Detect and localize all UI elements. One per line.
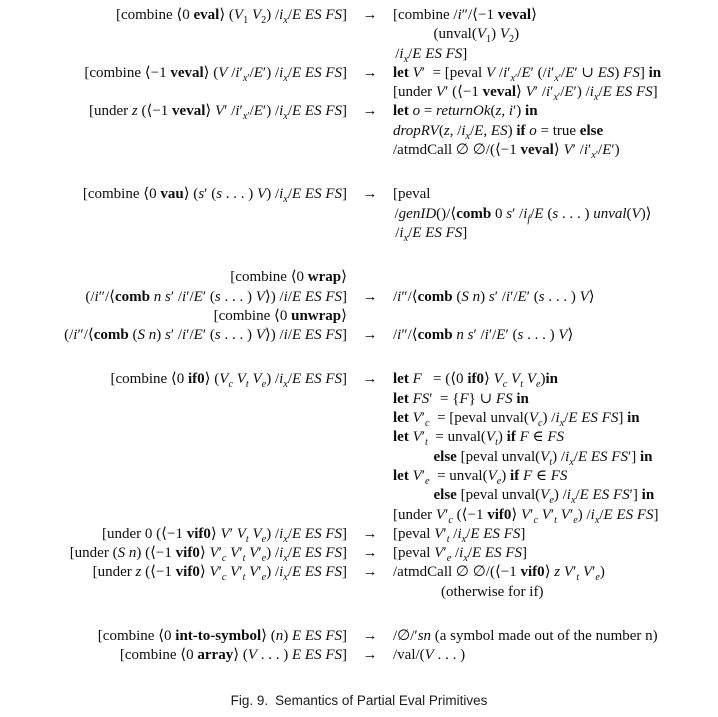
- rule-rhs-line: let V′ = [peval V $/i'_{x'}/E'$ ($/i'_{x'}/E'$ ∪ ES) FS] in: [393, 64, 662, 84]
- rewrite-arrow: [347, 448, 393, 467]
- rewrite-arrow: [347, 122, 393, 141]
- rewrite-arrow: [347, 268, 393, 287]
- rule-lhs-line: [0, 122, 347, 141]
- rewrite-arrow: →: [362, 186, 378, 203]
- rewrite-arrow: →: [362, 545, 378, 562]
- rule-under-veval: [0, 102, 718, 160]
- rule-lhs-line: [0, 205, 347, 224]
- rewrite-arrow: [347, 45, 393, 64]
- rule-rhs-line: else [peval $unval(V_e)$ $/i_x/E$ ES FS′] in: [433, 487, 655, 507]
- rule-lhs-line: [0, 506, 347, 525]
- rule-rhs-line: [under $V'_c$ (⟨−1 vif0⟩ $V'_c$ $V'_t$ $V'_e$) $/i_x/E$ ES FS]: [393, 506, 659, 526]
- rule-rhs-line: [393, 307, 718, 326]
- rule-lhs-line: [0, 83, 347, 102]
- rule-rhs-line: /∅/′sn (a symbol made out of the number n): [393, 628, 658, 645]
- rule-rhs-line: let $V'_e$ = $unval(V_e)$ if F ∈ FS: [393, 467, 568, 487]
- rewrite-arrow: →: [362, 327, 378, 344]
- rule-lhs-line: [combine ⟨0 eval⟩ ($V_1$ $V_2$) $/i_x/E$ ES FS]: [115, 7, 347, 26]
- rewrite-arrow: →: [362, 564, 378, 581]
- rule-rhs-line: [peval: [393, 186, 431, 203]
- caption-text: Semantics of Partial Eval Primitives: [275, 692, 488, 708]
- rewrite-arrow: →: [362, 628, 378, 645]
- rule-lhs-line: [combine ⟨0 unwrap⟩: [213, 307, 347, 324]
- rule-lhs-line: [combine ⟨0 if0⟩ ($V_c$ $V_t$ $V_e$) $/i_x/E$ ES FS]: [110, 371, 347, 391]
- semantics-rules-table: [0, 6, 718, 666]
- rewrite-arrow: →: [362, 64, 378, 81]
- rule-lhs-line: [0, 25, 347, 44]
- rule-lhs-line: [0, 583, 347, 602]
- rewrite-arrow: →: [362, 7, 378, 23]
- rewrite-arrow: [347, 307, 393, 326]
- rewrite-arrow: →: [362, 525, 378, 542]
- rule-rhs-line: [peval $V'_e$ $/i_x/E$ ES FS]: [393, 545, 528, 565]
- rule-rhs-line: /atmdCall ∅ ∅/(⟨−1 vif0⟩ z $V'_t$ $V'_e$): [393, 564, 605, 584]
- rule-rhs-line: /genID()/⟨comb 0 s′ $/i_f/E$ (s . . . ) unval(V)⟩: [394, 205, 652, 225]
- rule-eval: [0, 6, 718, 64]
- rule-rhs-line: /i″/⟨comb (S n) s′ /i′/E′ (s . . . ) V⟩: [393, 288, 595, 305]
- rewrite-arrow: [347, 486, 393, 505]
- rewrite-arrow: [347, 205, 393, 224]
- rule-lhs-line: [0, 45, 347, 64]
- rule-vau: [0, 185, 718, 243]
- rule-veval: [0, 64, 718, 103]
- rule-lhs-line: [under 0 (⟨−1 vif0⟩ V′ $V_t$ $V_e$) $/i_x/E$ ES FS]: [102, 525, 347, 545]
- rule-wrap: [0, 268, 718, 307]
- rule-lhs-line: (/i″/⟨comb (S n) s′ /i′/E′ (s . . . ) V⟩) /i/E ES FS]: [64, 327, 347, 344]
- rule-rhs-line: /i″/⟨comb n s′ /i′/E′ (s . . . ) V⟩: [393, 327, 574, 344]
- rule-lhs-line: [0, 390, 347, 409]
- rewrite-arrow: [347, 224, 393, 243]
- figure-caption: [0, 693, 718, 708]
- rule-rhs-line: let o = returnOk(z, i′) in: [393, 103, 538, 120]
- rule-lhs-line: [under (S n) (⟨−1 vif0⟩ $V'_c$ $V'_t$ $V'_e$) $/i_x/E$ ES FS]: [69, 545, 347, 565]
- rewrite-arrow: [347, 506, 393, 525]
- rewrite-arrow: [347, 428, 393, 447]
- rule-rhs-line: ($unval(V_1)$ $V_2$): [433, 26, 520, 46]
- rewrite-arrow: [347, 141, 393, 160]
- rule-lhs-line: [0, 467, 347, 486]
- rule-rhs-line: let $V'_c$ = [peval $unval(V_c)$ $/i_x/E$ ES FS] in: [393, 410, 640, 430]
- rule-array: [0, 646, 718, 665]
- rule-rhs-line: let F = (⟨0 if0⟩ $V_c$ $V_t$ $V_e)in$: [393, 371, 559, 391]
- rule-lhs-line: [combine ⟨0 array⟩ (V . . . ) E ES FS]: [119, 647, 347, 664]
- rule-lhs-line: [0, 486, 347, 505]
- rule-lhs-line: [combine ⟨−1 veval⟩ (V $/i'_{x'}/E'$) $/i_x/E$ ES FS]: [84, 64, 347, 84]
- rule-rhs-line: [combine /i″/⟨−1 veval⟩: [393, 7, 537, 23]
- rule-rhs-line: else [peval $unval(V_t)$ $/i_x/E$ ES FS′] in: [433, 448, 653, 468]
- rule-under-sn-vif0: [0, 544, 718, 563]
- rule-rhs-line: dropRV(z, $/i_x/E$, ES) if o = true else: [393, 122, 604, 142]
- rule-under-z-vif0: [0, 563, 718, 602]
- rule-lhs-line: [0, 409, 347, 428]
- rule-rhs-line: /atmdCall ∅ ∅/(⟨−1 veval⟩ V′ $/i'_{x'}/E'$): [393, 142, 620, 162]
- rule-lhs-line: [under z (⟨−1 vif0⟩ $V'_c$ $V'_t$ $V'_e$) $/i_x/E$ ES FS]: [92, 564, 347, 584]
- rule-lhs-line: [combine ⟨0 vau⟩ (s′ (s . . . ) V) $/i_x/E$ ES FS]: [82, 186, 347, 206]
- rule-rhs-line: $/i_x/E$ ES FS]: [395, 45, 468, 65]
- rule-lhs-line: [0, 141, 347, 160]
- rewrite-arrow: [347, 583, 393, 602]
- rule-lhs-line: [0, 224, 347, 243]
- rewrite-arrow: [347, 409, 393, 428]
- rule-int-to-symbol: [0, 627, 718, 646]
- rule-lhs-line: [0, 428, 347, 447]
- rewrite-arrow: [347, 467, 393, 486]
- rule-lhs-line: [under z (⟨−1 veval⟩ V′ $/i'_{x'}/E'$) $/i_x/E$ ES FS]: [88, 103, 347, 123]
- rule-rhs-line: [peval $V'_t$ $/i_x/E$ ES FS]: [393, 525, 526, 545]
- rule-lhs-line: [combine ⟨0 int-to-symbol⟩ (n) E ES FS]: [97, 628, 347, 645]
- rule-if0: [0, 370, 718, 524]
- rule-rhs-line: (otherwise for if): [441, 583, 544, 600]
- rewrite-arrow: [347, 83, 393, 102]
- caption-label: Fig. 9.: [230, 692, 269, 708]
- rule-lhs-line: (/i″/⟨comb n s′ /i′/E′ (s . . . ) V⟩) /i/E ES FS]: [85, 288, 347, 305]
- rewrite-arrow: →: [362, 288, 378, 305]
- rewrite-arrow: [347, 390, 393, 409]
- rule-rhs-line: let $V'_t$ = $unval(V_t)$ if F ∈ FS: [393, 429, 565, 449]
- rule-unwrap: [0, 307, 718, 346]
- rewrite-arrow: [347, 25, 393, 44]
- rule-rhs-line: $/i_x/E$ ES FS]: [395, 224, 468, 244]
- rule-rhs-line: /val/(V . . . ): [393, 647, 466, 664]
- rule-rhs-line: let FS′ = {F} ∪ FS in: [393, 390, 529, 407]
- rewrite-arrow: →: [362, 647, 378, 664]
- rewrite-arrow: →: [362, 371, 378, 388]
- rule-lhs-line: [combine ⟨0 wrap⟩: [230, 269, 347, 286]
- rule-rhs-line: [under V′ (⟨−1 veval⟩ V′ $/i'_{x'}/E'$) $/i_x/E$ ES FS]: [393, 84, 658, 104]
- rule-under-0-vif0: [0, 525, 718, 544]
- rule-lhs-line: [0, 448, 347, 467]
- rule-rhs-line: [393, 268, 718, 287]
- rewrite-arrow: →: [362, 103, 378, 120]
